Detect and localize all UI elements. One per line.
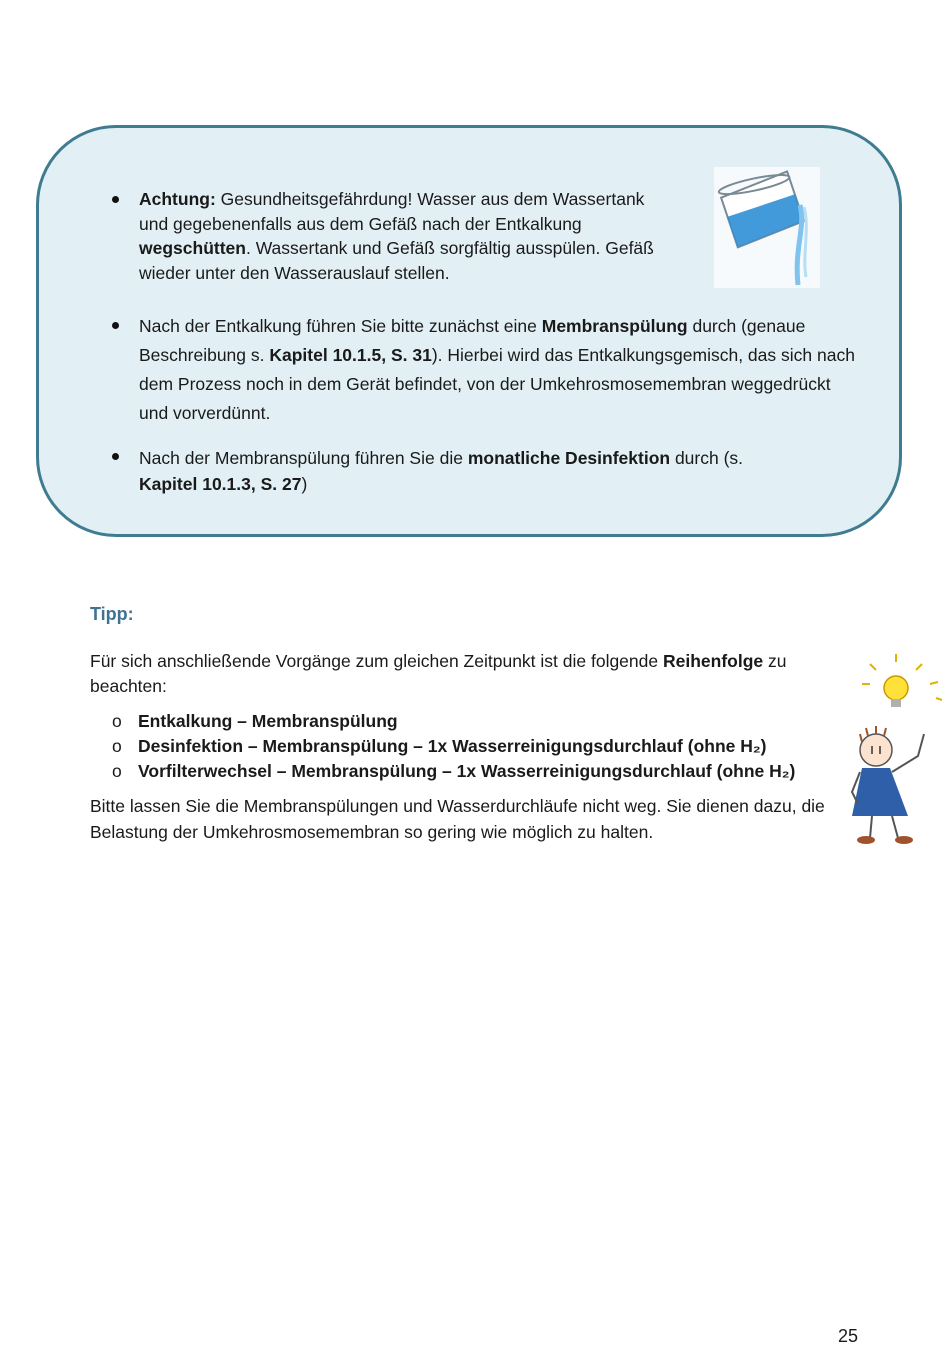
bullet-dot xyxy=(112,453,119,460)
idea-lightbulb-figure-icon xyxy=(848,652,946,860)
order-list-item: o Entkalkung – Membranspülung xyxy=(112,711,398,731)
pouring-glass-icon xyxy=(714,167,820,288)
tip-intro: Für sich anschließende Vorgänge zum gleichen Zeitpunkt ist die folgende Reihenfolge zu beachten: xyxy=(90,651,787,696)
notice-item-membrane-rinse: Nach der Entkalkung führen Sie bitte zunächst eine Membranspülung durch (genaue Beschreibung s. Kapitel 10.1.5, S. 31). Hierbei wird das Entkalkungsgemisch, das sich nach dem Prozess noch in dem Gerät befindet, von der Umkehrosmosemembran weggedrückt und vorverdünnt. xyxy=(139,316,855,423)
bullet-dot xyxy=(112,322,119,329)
order-list xyxy=(112,709,795,784)
tip-heading: Tipp: xyxy=(90,604,134,624)
order-list-item: o Vorfilterwechsel – Membranspülung – 1x Wasserreinigungsdurchlauf (ohne H₂) xyxy=(112,761,796,781)
notice-item-health-warning: Achtung: Gesundheitsgefährdung! Wasser aus dem Wassertank und gegebenenfalls aus dem Gefäß nach der Entkalkung wegschütten. Wassertank und Gefäß sorgfältig ausspülen. Gefäß wieder unter den Wasserauslauf stellen. xyxy=(139,189,654,283)
notice-item-disinfection: Nach der Membranspülung führen Sie die monatliche Desinfektion durch (s. Kapitel 10.1.3, S. 27) xyxy=(139,448,744,494)
order-list-item: o Desinfektion – Membranspülung – 1x Wasserreinigungsdurchlauf (ohne H₂) xyxy=(112,736,767,756)
tip-outro: Bitte lassen Sie die Membranspülungen und Wasserdurchläufe nicht weg. Sie dienen dazu, die Belastung der Umkehrosmosemembran so gering wie möglich zu halten. xyxy=(90,796,825,842)
page-number: 25 xyxy=(838,1326,859,1346)
bullet-dot xyxy=(112,196,119,203)
